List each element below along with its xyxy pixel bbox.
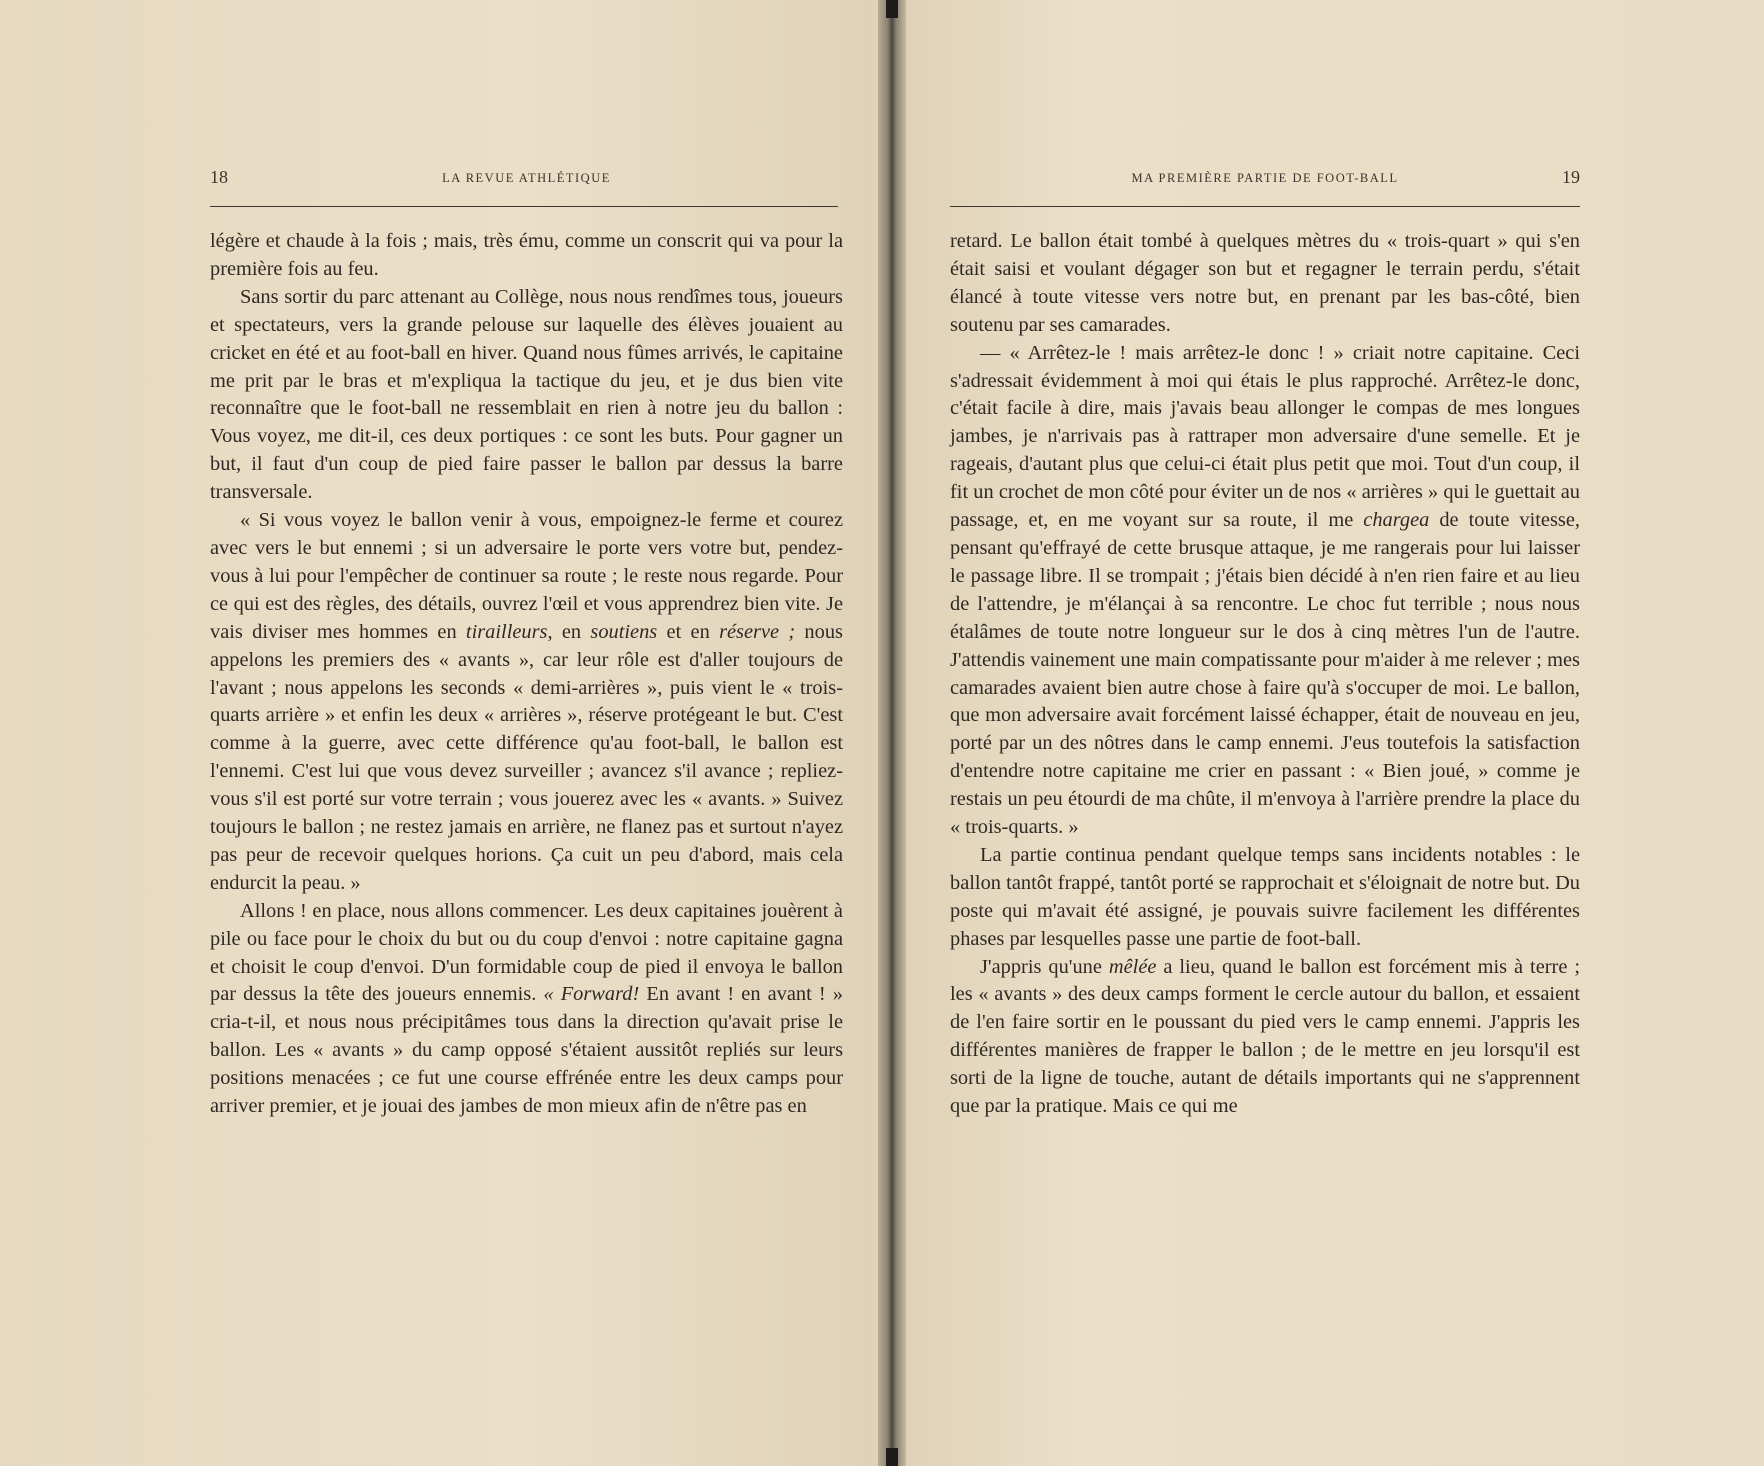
right-paragraph-1: retard. Le ballon était tombé à quelques mètres du « trois-quart » qui s'en était saisi et voulant dégager son but et regagner le terrain perdu, s'était élancé à toute vitesse vers notre but, en prenant par les bas-côté, bien soutenu par ses camarades. — [950, 230, 1580, 336]
right-paragraph-4-start: J'appris qu'une — [980, 955, 1102, 978]
left-paragraph-3-mid-1: , en — [547, 620, 582, 643]
left-body-text — [210, 228, 843, 1121]
left-page — [0, 0, 878, 1466]
italic-tirailleurs: tirailleurs — [465, 620, 548, 643]
left-paragraph-3-rest: nous appelons les premiers des « avants », car leur rôle est d'aller toujours de l'avant ; nous appelons les seconds « demi-arrières », puis vient le « trois-quarts arrière » et enfin les deux « arrières », réserve protégeant le but. C'est comme à la guerre, avec cette différence qu'au foot-ball, le ballon est l'ennemi. C'est lui que vous devez surveiller ; avancez s'il avance ; repliez-vous s'il est porté sur votre terrain ; vous jouerez avec les « avants. » Suivez toujours le ballon ; ne restez jamais en arrière, ne flanez pas et surtout n'ayez pas peur de recevoir quelques horions. Ça cuit un peu d'abord, mais cela endurcit la peau. » — [210, 620, 843, 894]
right-paragraph-2-rest: de toute vitesse, pensant qu'effrayé de cette brusque attaque, je me rangerais pour lui laisser le passage libre. Il se trompait ; j'étais bien décidé à n'en rien faire et au lieu de l'attendre, je m'élançai à sa rencontre. Le choc fut terrible ; nous nous étalâmes de toute notre longueur sur le dos à cinq mètres l'un de l'autre. J'attendis vainement une main compatissante pour m'aider à me relever ; mes camarades avaient bien autre chose à faire qu'à s'occuper de moi. Le ballon, que mon adversaire avait forcément laissé échapper, était de nouveau en jeu, porté par un des nôtres dans le camp ennemi. J'eus toutefois la satisfaction d'entendre notre capitaine me crier en passant : « Bien joué, » comme je restais un peu étourdi de ma chûte, il m'envoya à l'arrière prendre la place du « trois-quarts. » — [950, 509, 1580, 839]
left-running-head — [210, 167, 843, 195]
left-header-rule — [210, 206, 838, 207]
right-body-text — [950, 228, 1580, 1121]
right-paragraph-3: La partie continua pendant quelque temps sans incidents notables : le ballon tantôt frappé, tantôt porté se rapprochait et s'éloignait de notre but. Du poste qui m'avait été assigné, je pouvais suivre facilement les différentes phases par lesquelles passe une partie de foot-ball. — [950, 843, 1580, 950]
left-running-title: LA REVUE ATHLÉTIQUE — [442, 171, 611, 185]
right-paragraph-2 — [950, 340, 1580, 842]
left-page-number: 18 — [210, 167, 228, 187]
right-paragraph-2-start: — « Arrêtez-le ! mais arrêtez-le donc ! » criait notre capitaine. Ceci s'adressait évidemment à moi qui étais le plus rapproché. Arrêtez-le donc, c'était facile à dire, mais j'avais beau allonger le compas de mes longues jambes, je n'arrivais pas à rattraper mon adversaire d'une semelle. Et je rageais, d'autant plus que celui-ci était plus petit que moi. Tout d'un coup, il fit un crochet de mon côté pour éviter un de nos « arrières » qui le guettait au passage, et, en me voyant sur sa route, il me — [950, 341, 1580, 532]
right-header-rule — [950, 206, 1580, 207]
italic-melee: mêlée — [1108, 955, 1157, 978]
right-paragraph-4-rest: a lieu, quand le ballon est forcément mis à terre ; les « avants » des deux camps forment le cercle autour du ballon, et essaient de l'en faire sortir en le poussant du pied vers le camp ennemi. J'appris les différentes manières de frapper le ballon ; de le mettre en jeu lorsqu'il est sorti de la ligne de touche, autant de détails importants qui ne s'apprennent que par la pratique. Mais ce qui me — [950, 955, 1580, 1118]
left-paragraph-3-start: « Si vous voyez le ballon venir à vous, empoignez-le ferme et courez avec vers le but ennemi ; si un adversaire le porte vers votre but, pendez-vous à lui pour l'empêcher de continuer sa route ; le reste nous regarde. Pour ce qui est des règles, des détails, ouvrez l'œil et vous apprendrez bien vite. Je vais diviser mes hommes en — [210, 509, 843, 643]
left-paragraph-4-rest: En avant ! en avant ! » cria-t-il, et nous nous précipitâmes tous dans la direction qu'avait prise le ballon. Les « avants » du camp opposé s'étaient aussitôt repliés sur leurs positions menacées ; ce fut une course effrénée entre les deux camps pour arriver premier, et je jouai des jambes de mon mieux afin de n'être pas en — [210, 983, 843, 1118]
gutter-mark-top — [886, 0, 898, 18]
italic-chargea: chargea — [1363, 509, 1430, 532]
italic-soutiens: soutiens — [590, 620, 658, 643]
right-running-head — [950, 167, 1580, 195]
right-running-title: MA PREMIÈRE PARTIE DE FOOT-BALL — [1131, 171, 1399, 185]
left-paragraph-4-start: Allons ! en place, nous allons commencer. Les deux capitaines jouèrent à pile ou face pour le choix du but ou du coup d'envoi : notre capitaine gagna et choisit le coup d'envoi. D'un formidable coup de pied il envoya le ballon par dessus la tête des joueurs ennemis. — [210, 899, 843, 1006]
book-gutter — [878, 0, 906, 1466]
right-paragraph-4 — [950, 954, 1580, 1121]
right-page-number: 19 — [1562, 167, 1580, 187]
italic-forward: « Forward! — [543, 983, 640, 1006]
left-paragraph-3 — [210, 507, 843, 898]
left-paragraph-1: légère et chaude à la fois ; mais, très ému, comme un conscrit qui va pour la première fois au feu. — [210, 230, 843, 280]
italic-reserve: réserve ; — [719, 620, 796, 643]
gutter-mark-bottom — [886, 1448, 898, 1466]
left-paragraph-3-mid-2: et en — [666, 620, 710, 643]
left-paragraph-4 — [210, 898, 843, 1121]
left-paragraph-2: Sans sortir du parc attenant au Collège, nous nous rendîmes tous, joueurs et spectateurs, vers la grande pelouse sur laquelle des élèves jouaient au cricket en été et au foot-ball en hiver. Quand nous fûmes arrivés, le capitaine me prit par le bras et m'expliqua la tactique du jeu, et je dus bien vite reconnaître que le foot-ball ne ressemblait en rien à notre jeu du ballon : Vous voyez, me dit-il, ces deux portiques : ce sont les buts. Pour gagner un but, il faut d'un coup de pied faire passer le ballon par dessus la barre transversale. — [210, 285, 843, 504]
